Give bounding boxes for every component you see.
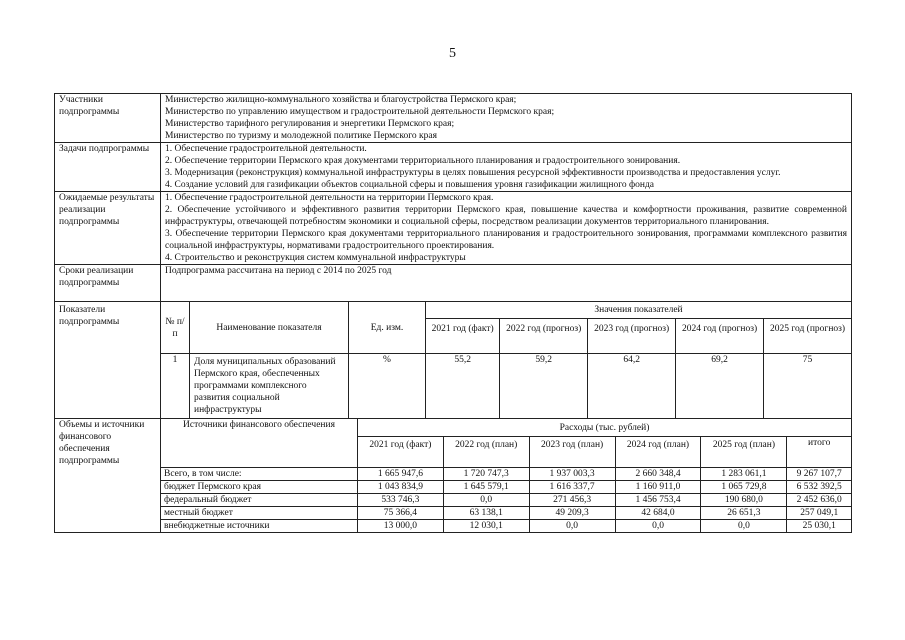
finance-value: 26 651,3: [701, 507, 787, 520]
expected-item: 4. Строительство и реконструкция систем коммунальной инфраструктуры: [165, 253, 466, 263]
indicators-table: [161, 302, 851, 418]
indicator-values-header: Значения показателей: [426, 302, 852, 319]
expected-row: [55, 192, 852, 265]
finance-value: 13 000,0: [358, 520, 444, 533]
finance-sources-header: Источники финансового обеспечения: [161, 419, 358, 468]
task-item: 4. Создание условий для газификации объектов социальной сферы и повышения уровня газификации жилищного фонда: [165, 180, 655, 190]
finance-data-row: [161, 494, 851, 507]
indicator-value: 64,2: [588, 354, 676, 419]
finance-value: 2 660 348,4: [615, 468, 701, 481]
finance-value: 1 937 003,3: [529, 468, 615, 481]
finance-value: 12 030,1: [443, 520, 529, 533]
finance-value: 1 616 337,7: [529, 481, 615, 494]
indicator-value: 59,2: [500, 354, 588, 419]
participant-item: Министерство по туризму и молодежной политике Пермского края: [165, 131, 438, 141]
indicator-value: 69,2: [676, 354, 764, 419]
finance-year-header: 2021 год (факт): [358, 437, 444, 468]
terms-content: Подпрограмма рассчитана на период с 2014 по 2025 год: [161, 265, 852, 302]
finance-label: Объемы и источники финансового обеспечения подпрограммы: [55, 419, 161, 533]
expected-content: [161, 192, 852, 265]
participants-row: [55, 94, 852, 143]
finance-value: 25 030,1: [787, 520, 851, 533]
finance-value: 1 645 579,1: [443, 481, 529, 494]
finance-source: внебюджетные источники: [161, 520, 358, 533]
tasks-row: [55, 143, 852, 192]
finance-row: [55, 419, 852, 533]
expected-item: 1. Обеспечение градостроительной деятельности на территории Пермского края.: [165, 193, 494, 203]
finance-source: федеральный бюджет: [161, 494, 358, 507]
participant-item: Министерство тарифного регулирования и энергетики Пермского края;: [165, 119, 455, 129]
indicators-label: Показатели подпрограммы: [55, 302, 161, 419]
finance-value: 9 267 107,7: [787, 468, 851, 481]
finance-year-header: 2024 год (план): [615, 437, 701, 468]
finance-value: 1 283 061,1: [701, 468, 787, 481]
indicator-num-header: № п/п: [161, 302, 190, 354]
finance-year-header: 2022 год (план): [443, 437, 529, 468]
finance-value: 271 456,3: [529, 494, 615, 507]
indicator-year-header: 2025 год (прогноз): [764, 319, 851, 354]
indicator-year-header: 2024 год (прогноз): [676, 319, 764, 354]
finance-year-header: итого: [787, 437, 851, 468]
task-item: 1. Обеспечение градостроительной деятельности.: [165, 144, 367, 154]
terms-row: [55, 265, 852, 302]
finance-value: 257 049,1: [787, 507, 851, 520]
task-item: 2. Обеспечение территории Пермского края документами территориального планирования и градостроительного зонирования.: [165, 156, 681, 166]
finance-value: 0,0: [529, 520, 615, 533]
finance-table: [161, 419, 851, 532]
participant-item: Министерство по управлению имуществом и градостроительной деятельности Пермского края;: [165, 107, 555, 117]
finance-source: Всего, в том числе:: [161, 468, 358, 481]
finance-value: 42 684,0: [615, 507, 701, 520]
finance-value: 0,0: [443, 494, 529, 507]
finance-source: местный бюджет: [161, 507, 358, 520]
terms-label: Сроки реализации подпрограммы: [55, 265, 161, 302]
finance-data-row: [161, 468, 851, 481]
participant-item: Министерство жилищно-коммунального хозяйства и благоустройства Пермского края;: [165, 95, 517, 105]
finance-year-header: 2023 год (план): [529, 437, 615, 468]
finance-data-row: [161, 481, 851, 494]
indicator-value: 55,2: [426, 354, 500, 419]
finance-value: 0,0: [701, 520, 787, 533]
finance-value: 1 456 753,4: [615, 494, 701, 507]
finance-value: 63 138,1: [443, 507, 529, 520]
expected-item: 2. Обеспечение устойчивого и эффективного развития территории Пермского края, повышение качества и комфортности проживания, развитие современной инфраструктуры, отвечающей потребностям экономики и социальной сферы, посредством реализации документов территориального планирования.: [165, 205, 847, 227]
finance-value: 1 160 911,0: [615, 481, 701, 494]
finance-data-row: [161, 507, 851, 520]
finance-expenses-header: Расходы (тыс. рублей): [358, 419, 852, 437]
finance-value: 49 209,3: [529, 507, 615, 520]
finance-value: 1 065 729,8: [701, 481, 787, 494]
participants-content: [161, 94, 852, 143]
finance-value: 190 680,0: [701, 494, 787, 507]
indicator-year-header: 2023 год (прогноз): [588, 319, 676, 354]
finance-value: 1 720 747,3: [443, 468, 529, 481]
participants-label: Участники подпрограммы: [55, 94, 161, 143]
indicator-name: Доля муниципальных образований Пермского края, обеспеченных программами комплексного развития социальной инфраструктуры: [190, 354, 349, 419]
finance-value: 0,0: [615, 520, 701, 533]
finance-value: 1 043 834,9: [358, 481, 444, 494]
expected-label: Ожидаемые результаты реализации подпрограммы: [55, 192, 161, 265]
indicator-name-header: Наименование показателя: [190, 302, 349, 354]
indicator-unit-header: Ед. изм.: [349, 302, 426, 354]
passport-table: [54, 93, 852, 533]
finance-value: 2 452 636,0: [787, 494, 851, 507]
finance-source: бюджет Пермского края: [161, 481, 358, 494]
finance-year-header: 2025 год (план): [701, 437, 787, 468]
finance-value: 75 366,4: [358, 507, 444, 520]
finance-value: 1 665 947,6: [358, 468, 444, 481]
finance-value: 6 532 392,5: [787, 481, 851, 494]
indicator-year-header: 2021 год (факт): [426, 319, 500, 354]
indicator-value: 75: [764, 354, 851, 419]
indicator-num: 1: [161, 354, 190, 419]
tasks-label: Задачи подпрограммы: [55, 143, 161, 192]
indicator-year-header: 2022 год (прогноз): [500, 319, 588, 354]
finance-data-row: [161, 520, 851, 533]
expected-item: 3. Обеспечение территории Пермского края документами территориального планирования и градостроительного зонирования, программами комплексного развития социальной инфраструктуры, нормативами градостроительного проектирования.: [165, 229, 847, 251]
indicator-unit: %: [349, 354, 426, 419]
finance-value: 533 746,3: [358, 494, 444, 507]
page-number: 5: [449, 46, 456, 61]
task-item: 3. Модернизация (реконструкция) коммунальной инфраструктуры в целях повышения ресурсной эффективности производства и предоставления услуг.: [165, 168, 781, 178]
tasks-content: [161, 143, 852, 192]
indicators-row: [55, 302, 852, 419]
